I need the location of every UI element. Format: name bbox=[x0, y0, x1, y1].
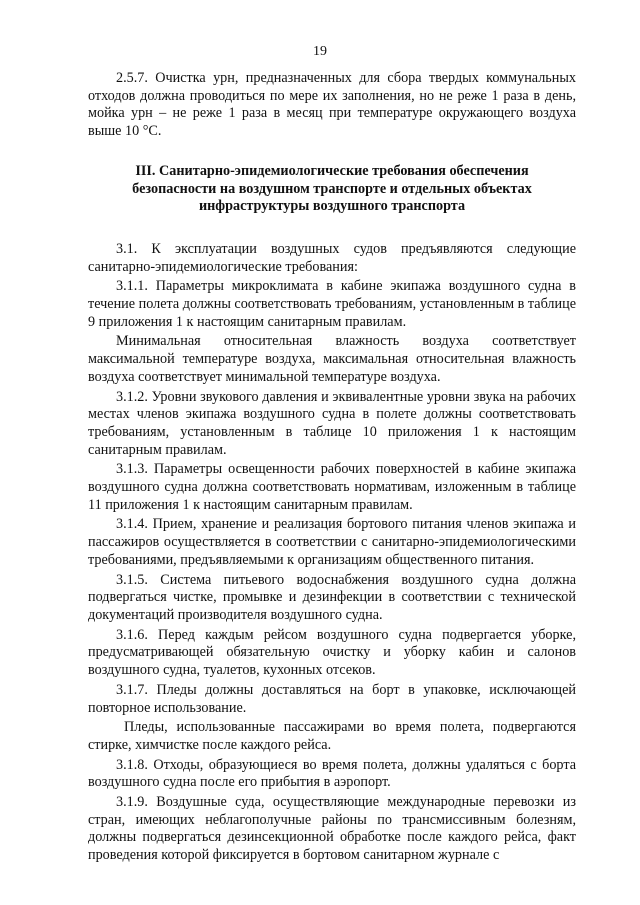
paragraph-3-1: 3.1. К эксплуатации воздушных судов предъявляются следующие санитарно-эпидемиологические требования: bbox=[88, 240, 576, 275]
document-body bbox=[88, 70, 576, 865]
paragraph-plaids-note: Пледы, использованные пассажирами во время полета, подвергаются стирке, химчистке после каждого рейса. bbox=[88, 719, 576, 753]
paragraph-humidity-note: Минимальная относительная влажность воздуха соответствует максимальной температуре воздуха, максимальная относительная влажность воздуха соответствует минимальной температуре воздуха. bbox=[88, 333, 576, 385]
paragraph-3-1-3: 3.1.3. Параметры освещенности рабочих поверхностей в кабине экипажа воздушного судна должна соответствовать нормативам, изложенным в таблице 11 приложения 1 к настоящим санитарным правилам. bbox=[88, 461, 576, 513]
paragraph-3-1-6: 3.1.6. Перед каждым рейсом воздушного судна подвергается уборке, предусматривающей обязательную очистку и уборку кабин и салонов воздушного судна, туалетов, кухонных отсеков. bbox=[88, 626, 576, 679]
page-number: 19 bbox=[313, 44, 327, 59]
paragraph-3-1-1: 3.1.1. Параметры микроклимата в кабине экипажа воздушного судна в течение полета должны соответствовать требованиям, установленным в таблице 9 приложения 1 к настоящим санитарным правилам. bbox=[88, 278, 576, 330]
paragraph-3-1-9: 3.1.9. Воздушные суда, осуществляющие международные перевозки из стран, имеющих неблагополучные районы по трансмиссивным болезням, должны подвергаться дезинсекционной обработке после каждого рейса, факт проведения которой фиксируется в бортовом санитарном журнале с bbox=[88, 794, 576, 864]
paragraph-3-1-4: 3.1.4. Прием, хранение и реализация бортового питания членов экипажа и пассажиров осуществляется в соответствии с санитарно-эпидемиологическими требованиями, предъявляемыми к организациям общественного питания. bbox=[88, 516, 576, 568]
paragraph-3-1-5: 3.1.5. Система питьевого водоснабжения воздушного судна должна подвергаться чистке, промывке и дезинфекции в соответствии с технической документаций производителя воздушного судна. bbox=[88, 571, 576, 623]
paragraph-3-1-2: 3.1.2. Уровни звукового давления и эквивалентные уровни звука на рабочих местах членов экипажа воздушного судна в полете должны соответствовать требованиям, установленным в таблице 10 приложения 1 к настоящим санитарным правилам. bbox=[88, 388, 576, 458]
paragraph-2-5-7: 2.5.7. Очистка урн, предназначенных для сбора твердых коммунальных отходов должна проводиться по мере их заполнения, но не реже 1 раза в день, мойка урн – не реже 1 раза в месяц при температуре окружающего воздуха выше 10 °С. bbox=[88, 70, 576, 140]
section-heading: III. Санитарно-эпидемиологические требования обеспечения безопасности на воздушном транспорте и отдельных объектах инфраструктуры воздушного транспорта bbox=[132, 162, 532, 215]
paragraph-3-1-8: 3.1.8. Отходы, образующиеся во время полета, должны удаляться с борта воздушного судна после его прибытия в аэропорт. bbox=[88, 756, 576, 791]
paragraph-3-1-7: 3.1.7. Пледы должны доставляться на борт в упаковке, исключающей повторное использование. bbox=[88, 681, 576, 716]
